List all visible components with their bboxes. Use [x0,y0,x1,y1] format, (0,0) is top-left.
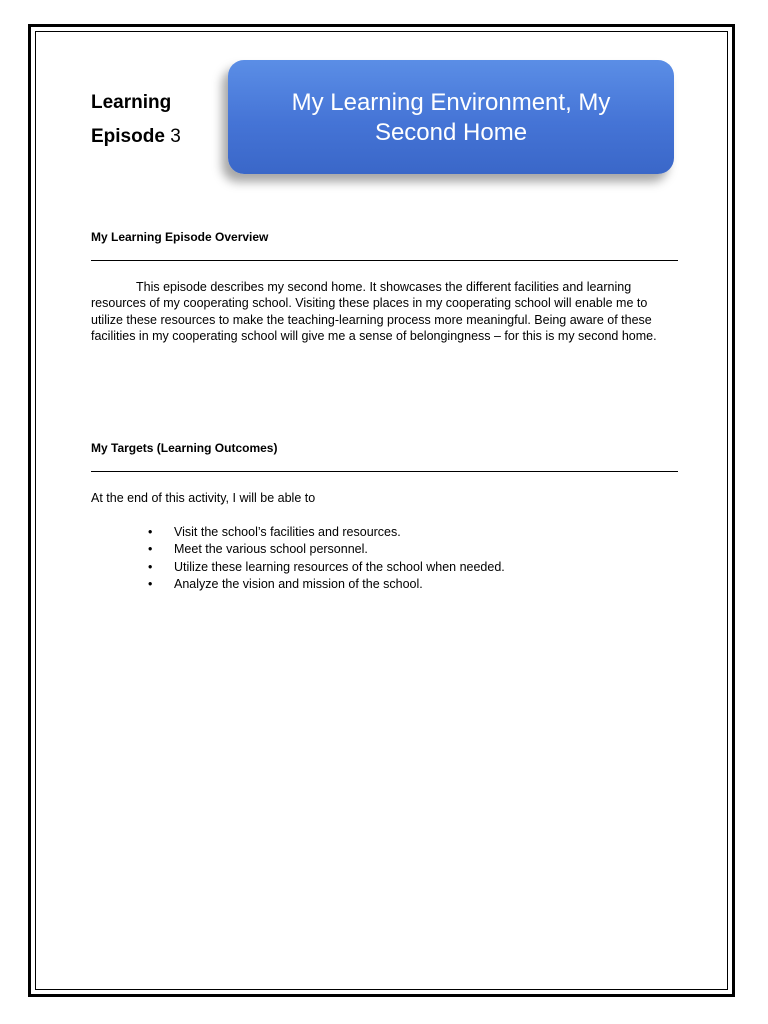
episode-title-banner [228,60,674,174]
episode-word: Episode [91,126,165,147]
list-item: • Utilize these learning resources of the school when needed. [130,559,505,576]
episode-label [91,86,181,154]
targets-heading: My Targets (Learning Outcomes) [91,441,278,455]
overview-heading: My Learning Episode Overview [91,230,269,244]
targets-list [130,524,505,593]
episode-label-line2 [91,120,181,154]
targets-divider [91,471,678,472]
episode-title: My Learning Environment, My Second Home [291,89,611,146]
targets-intro: At the end of this activity, I will be able to [91,491,316,505]
episode-number: 3 [170,126,181,147]
episode-label-line1: Learning [91,92,172,113]
overview-body: This episode describes my second home. It showcases the different facilities and learning resources of my cooperating school. Visiting these places in my cooperating school will enable me to utilize these resources to make the teaching-learning process more meaningful. Being aware of these facilities in my cooperating school will give me a sense of belongingness – for this is my second home. [91,280,657,343]
list-item: • Analyze the vision and mission of the school. [130,576,505,593]
overview-divider [91,260,678,261]
list-item: • Meet the various school personnel. [130,541,505,558]
list-item: • Visit the school’s facilities and resources. [130,524,505,541]
